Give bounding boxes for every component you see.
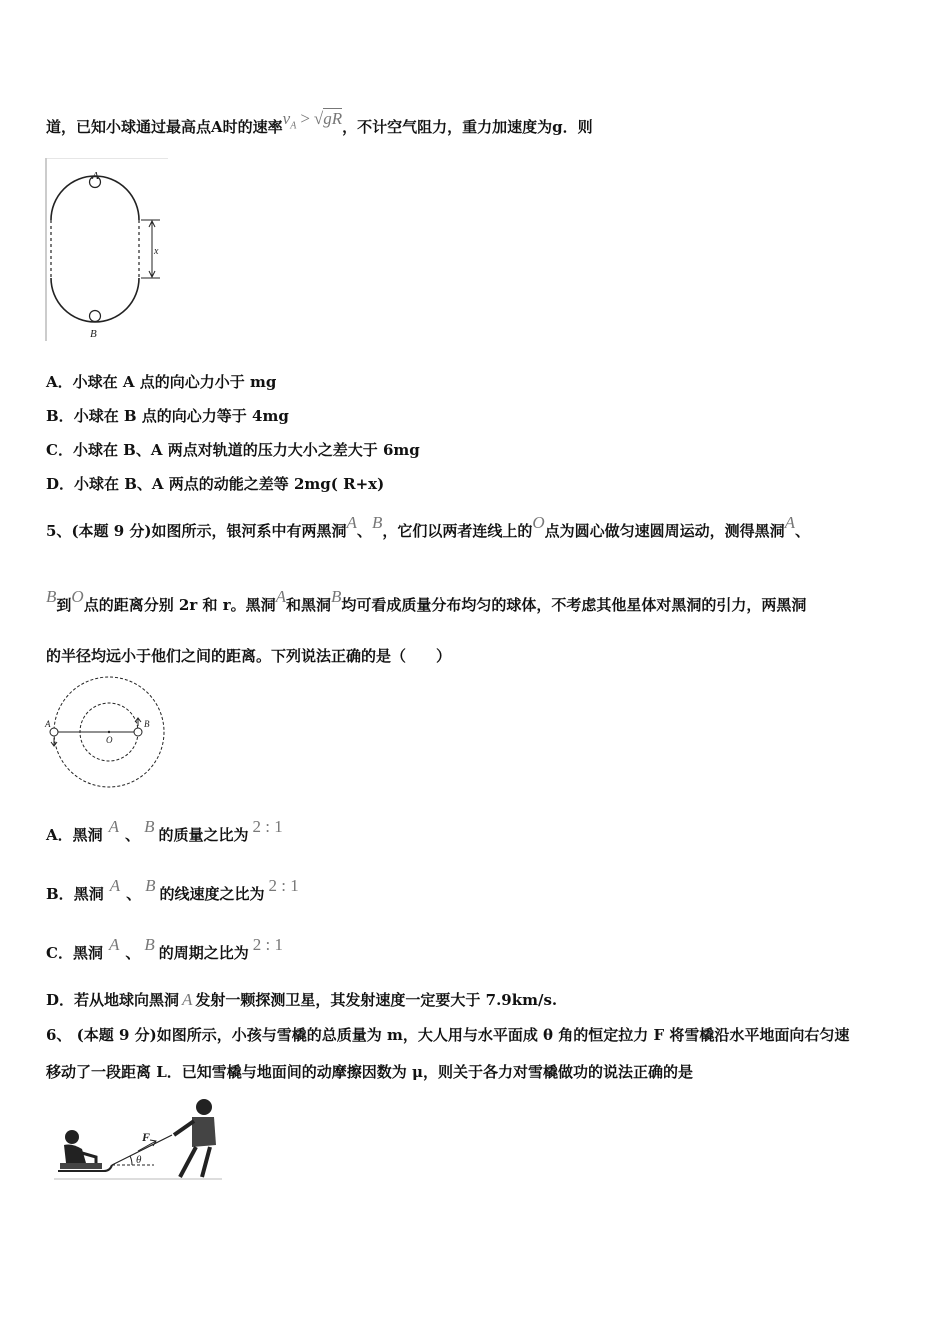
q4-stem-text-4: ．则 (562, 118, 593, 136)
q4-option-b: B．小球在 B 点的向心力等于 4mg (46, 407, 289, 425)
force-label: F (142, 1130, 151, 1144)
q5-line-3: 的半径均远小于他们之间的距离。下列说法正确的是（ ） (46, 647, 452, 665)
q6-line-1: 6、 (本题 9 分)如图所示，小孩与雪橇的总质量为 m，大人用与水平面成 θ 角的恒定拉力 F 将雪橇沿水平地面向右匀速 (46, 1026, 850, 1044)
q6-line-2: 移动了一段距离 L．已知雪橇与地面间的动摩擦因数为 μ，则关于各力对雪橇做功的说法正确的是 (46, 1063, 693, 1081)
velocity-symbol: $v_A$ (282, 109, 297, 132)
q4-track-figure (44, 158, 174, 343)
q6-sled-figure (52, 1093, 224, 1185)
q4-stem-text-1: 道，已知小球通过最高点 (46, 118, 212, 136)
q4-stem-text-2: 时的速率 (222, 118, 283, 136)
q5-option-b: B．黑洞 A 、 B 的线速度之比为 2 : 1 (46, 876, 299, 903)
q4-option-a: A．小球在 A 点的向心力小于 mg (46, 373, 277, 391)
q5-orbit-figure (44, 676, 174, 788)
angle-label: θ (136, 1154, 142, 1166)
q4-stem (46, 109, 593, 139)
track-label-b: B (90, 328, 97, 340)
q4-option-d: D．小球在 B、A 两点的动能之差等 2mg( R+x) (46, 475, 385, 493)
q4-stem-g: g (552, 118, 563, 136)
q5-option-a: A．黑洞 A 、 B 的质量之比为 2 : 1 (46, 817, 283, 844)
q4-option-c: C．小球在 B、A 两点对轨道的压力大小之差大于 6mg (46, 441, 420, 459)
q5-option-d: D．若从地球向黑洞 A 发射一颗探测卫星，其发射速度一定要大于 7.9km/s. (46, 990, 558, 1009)
q4-stem-point: A (211, 118, 223, 136)
q5-option-c: C．黑洞 A 、 B 的周期之比为 2 : 1 (46, 935, 284, 962)
sqrt-expression: √gR (313, 109, 343, 128)
q5-line-1: 5、(本题 9 分)如图所示，银河系中有两黑洞A、B，它们以两者连线上的O点为圆心做匀速圆周运动，测得黑洞A、 (46, 513, 811, 540)
orbit-label-o: O (106, 735, 113, 745)
track-label-a: A (92, 170, 99, 182)
orbit-label-b: B (144, 719, 150, 729)
greater-than: > (300, 109, 310, 128)
q4-stem-text-3: ，不计空气阻力，重力加速度为 (342, 118, 553, 136)
track-label-x: x (154, 246, 159, 257)
q5-line-2: B到O点的距离分别 2r 和 r。黑洞A和黑洞B均可看成质量分布均匀的球体，不考虑其他星体对黑洞的引力，两黑洞 (46, 587, 807, 614)
orbit-label-a: A (45, 719, 51, 729)
